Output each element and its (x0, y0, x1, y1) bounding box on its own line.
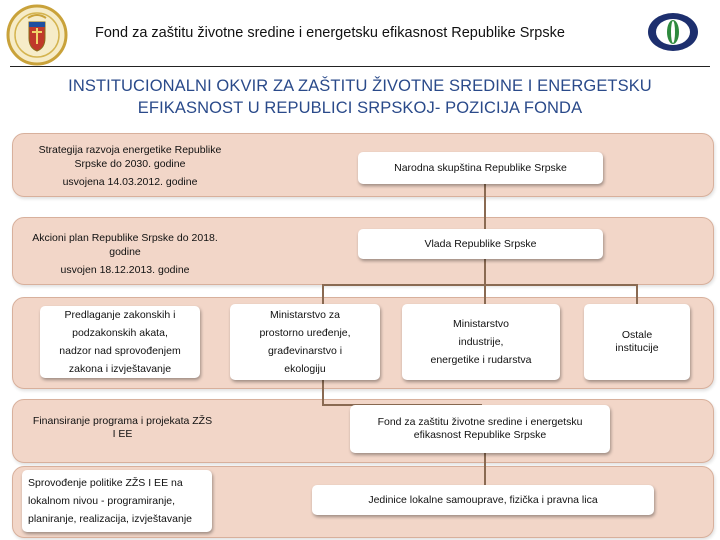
connector-horizontal-bus (322, 284, 638, 286)
action-plan-line1: Akcioni plan Republike Srpske do 2018. (32, 232, 218, 244)
proposals-line3: nadzor nad sprovođenjem (59, 345, 181, 357)
action-plan-line2: godine (109, 246, 141, 258)
fund-logo (646, 10, 700, 54)
government-label: Vlada Republike Srpske (424, 238, 537, 250)
box-ministry-energy (402, 304, 560, 380)
ministry2-line1: Ministarstvo (452, 318, 509, 330)
strategy-line3: usvojena 14.03.2012. godine (62, 176, 198, 188)
box-ministry-spatial-planning (230, 304, 380, 380)
header-title: Fond za zaštitu životne sredine i energetsku efikasnost Republike Srpske (95, 25, 565, 41)
box-other-institutions (584, 304, 690, 380)
strategy-line1: Strategija razvoja energetike Republike (38, 144, 222, 156)
ministry1-line3: građevinarstvo i (267, 345, 343, 357)
proposals-line1: Predlaganje zakonskih i (64, 309, 176, 321)
implementation-line3: planiranje, realizacija, izvještavanje (28, 513, 193, 525)
box-proposals (40, 306, 200, 378)
box-fund (350, 405, 610, 453)
main-title-line1: INSTITUCIONALNI OKVIR ZA ZAŠTITU ŽIVOTNE SREDINE I ENERGETSKU (68, 77, 652, 95)
connector-ministry1-drop (322, 284, 324, 306)
main-title (30, 75, 690, 119)
other-line2: institucije (615, 342, 659, 354)
connector-other-drop (636, 284, 638, 306)
connector-ministry1-fund (322, 380, 324, 405)
fund-line2: efikasnost Republike Srpske (413, 429, 547, 441)
ministry1-line2: prostorno uređenje, (259, 327, 351, 339)
strategy-line2: Srpske do 2030. godine (74, 158, 186, 170)
financing-text (20, 415, 225, 441)
local-units-label: Jedinice lokalne samouprave, fizička i pravna lica (368, 494, 598, 506)
fund-line1: Fond za zaštitu životne sredine i energetsku (377, 416, 583, 428)
action-plan-line3: usvojen 18.12.2013. godine (60, 264, 190, 276)
financing-line1: Finansiranje programa i projekata ZŽS (32, 415, 213, 427)
ministry2-line2: industrije, (458, 336, 504, 348)
connector-ministry2-drop (484, 284, 486, 304)
implementation-line2: lokalnom nivou - programiranje, (28, 495, 176, 507)
action-plan-text (20, 230, 230, 278)
box-implementation (22, 470, 212, 532)
connector-assembly-government (484, 183, 486, 231)
ministry1-line4: ekologiju (284, 363, 326, 375)
connector-government-trunk (484, 257, 486, 285)
main-title-line2: EFIKASNOST U REPUBLICI SRPSKOJ- POZICIJA FONDA (137, 99, 583, 117)
implementation-line1: Sprovođenje politike ZŽS I EE na (28, 477, 183, 489)
ministry2-line3: energetike i rudarstva (430, 354, 532, 366)
financing-line2: I EE (112, 428, 133, 440)
national-assembly-label: Narodna skupština Republike Srpske (394, 162, 567, 174)
box-national-assembly (358, 152, 603, 184)
coat-of-arms-logo (6, 4, 68, 66)
other-line1: Ostale (621, 329, 653, 341)
proposals-line4: zakona i izvještavanje (68, 363, 172, 375)
box-government (358, 229, 603, 259)
ministry1-line1: Ministarstvo za (269, 309, 341, 321)
header-divider (10, 66, 710, 67)
strategy-text (20, 142, 240, 190)
box-local-units (312, 485, 654, 515)
connector-fund-local (484, 452, 486, 486)
proposals-line2: podzakonskih akata, (72, 327, 168, 339)
